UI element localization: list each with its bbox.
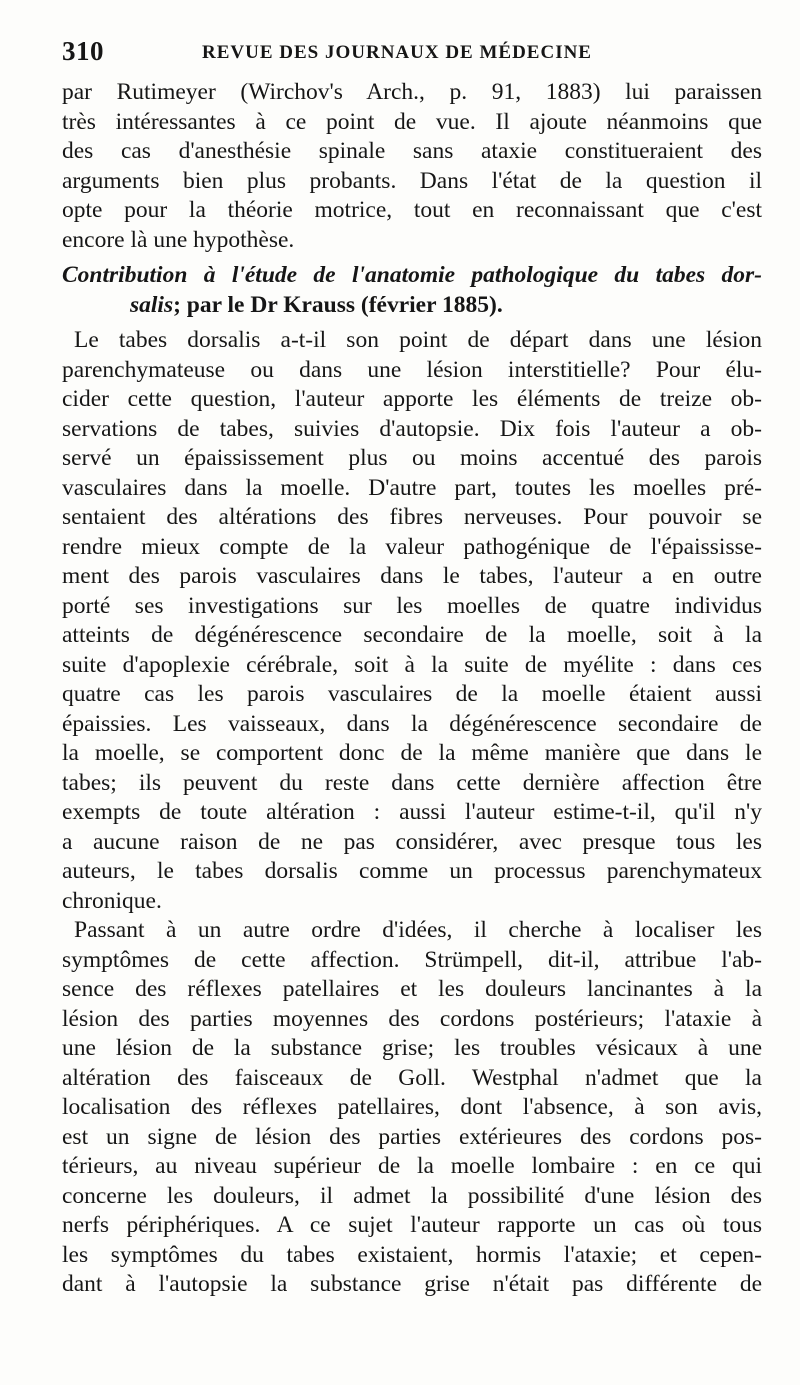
text-line: arguments bien plus probants. Dans l'état de la question il [62,167,762,194]
text-line: cider cette question, l'auteur apporte les éléments de treize ob- [62,386,762,412]
text-line: symptômes de cette affection. Strümpell, dit-il, attribue l'ab- [62,946,762,973]
text-line: exempts de toute altération : aussi l'auteur estime-t-il, qu'il n'y [62,799,762,825]
text-line: la moelle, se comportent donc de la même manière que dans le [62,740,762,766]
paragraph-first-line: Passant à un autre ordre d'idées, il cherche à localiser les [74,917,762,943]
text-line: lésion des parties moyennes des cordons postérieurs; l'ataxie à [62,1005,762,1032]
text-line: opte pour la théorie motrice, tout en reconnaissant que c'est [62,197,762,223]
article-heading: Contribution à l'étude de l'anatomie pathologique du tabes dor- [62,262,762,288]
text-line: sentaient des altérations des fibres nerveuses. Pour pouvoir se [62,504,762,530]
text-line: est un signe de lésion des parties extérieures des cordons pos- [62,1123,762,1150]
journal-title: REVUE DES JOURNAUX DE MÉDECINE [202,42,592,63]
text-line: ment des parois vasculaires dans le tabes, l'auteur a en outre [62,563,762,589]
heading-author-date: ; par le Dr Krauss (février 1885). [173,291,503,318]
text-line: une lésion de la substance grise; les troubles vésicaux à une [62,1035,762,1061]
text-line: vasculaires dans la moelle. D'autre part, toutes les moelles pré- [62,474,762,501]
text-line: porté ses investigations sur les moelles de quatre individus [62,592,762,619]
text-line: servé un épaississement plus ou moins accentué des parois [62,445,762,471]
text-line: suite d'apoplexie cérébrale, soit à la suite de myélite : dans ces [62,651,762,678]
text-line: nerfs périphériques. A ce sujet l'auteur rapporte un cas où tous [62,1212,762,1238]
text-line: chronique. [62,887,162,914]
text-line: sence des réflexes patellaires et les douleurs lancinantes à la [62,976,762,1002]
text-line: atteints de dégénérescence secondaire de la moelle, soit à la [62,622,762,648]
text-line: a aucune raison de ne pas considérer, avec presque tous les [62,828,762,855]
page-number: 310 [62,36,104,66]
paragraph-first-line: Le tabes dorsalis a-t-il son point de départ dans une lésion [74,327,762,353]
text-line: localisation des réflexes patellaires, dont l'absence, à son avis, [62,1094,762,1120]
text-line: par Rutimeyer (Wirchov's Arch., p. 91, 1883) lui paraissen [62,79,762,105]
text-line: altération des faisceaux de Goll. Westphal n'admet que la [62,1064,762,1091]
text-line: encore là une hypothèse. [62,226,295,253]
text-line: quatre cas les parois vasculaires de la moelle étaient aussi [62,681,762,707]
text-line: des cas d'anesthésie spinale sans ataxie constitueraient des [62,138,762,164]
article-heading-continued [62,291,762,321]
text-line: tabes; ils peuvent du reste dans cette dernière affection être [62,769,762,796]
heading-italic-part: salis [130,291,174,318]
body-text [62,78,762,1300]
text-line: les symptômes du tabes existaient, hormis l'ataxie; et cepen- [62,1241,762,1268]
text-line: dant à l'autopsie la substance grise n'était pas différente de [62,1271,762,1297]
text-line: parenchymateuse ou dans une lésion interstitielle? Pour élu- [62,356,762,383]
text-line: concerne les douleurs, il admet la possibilité d'une lésion des [62,1182,762,1209]
text-line: auteurs, le tabes dorsalis comme un processus parenchymateux [62,858,762,884]
text-line: rendre mieux compte de la valeur pathogénique de l'épaississe- [62,533,762,560]
text-line: épaissies. Les vaisseaux, dans la dégénérescence secondaire de [62,710,762,737]
text-line: très intéressantes à ce point de vue. Il ajoute néanmoins que [62,108,762,135]
text-line: servations de tabes, suivies d'autopsie. Dix fois l'auteur a ob- [62,415,762,442]
running-head [62,36,762,70]
text-line: térieurs, au niveau supérieur de la moelle lombaire : en ce qui [62,1153,762,1179]
